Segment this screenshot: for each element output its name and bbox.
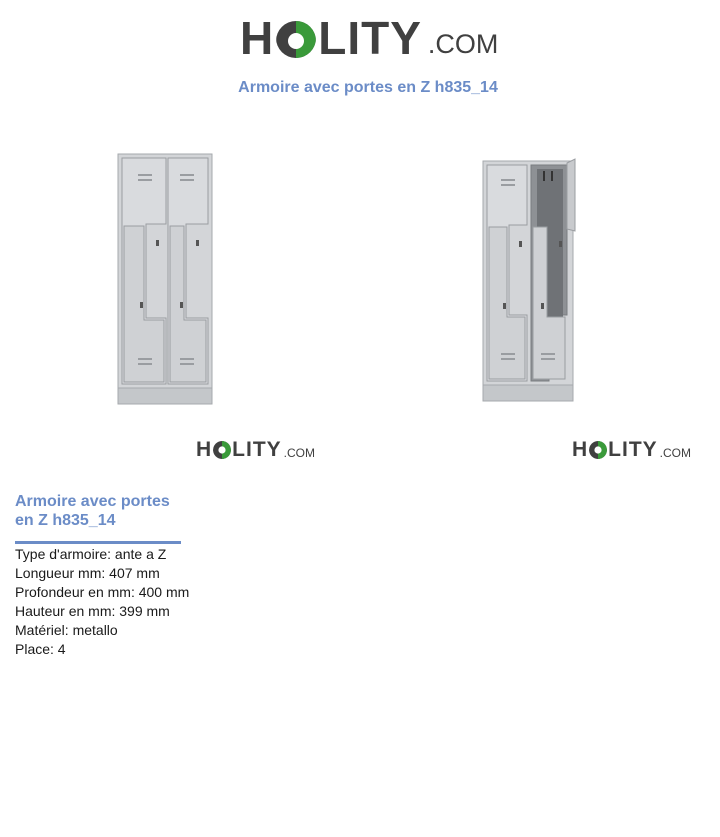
brand-logo[interactable]	[240, 12, 498, 64]
logo-letters-lity: LITY	[608, 438, 658, 461]
brand-logo-small	[572, 437, 691, 463]
page-title: Armoire avec portes en Z h835_14	[238, 79, 498, 96]
spec-item-material: Matériel: metallo	[15, 622, 118, 638]
logo-suffix: .COM	[283, 446, 316, 460]
logo-letter-h: H	[572, 438, 589, 461]
spec-item-height: Hauteur en mm: 399 mm	[15, 603, 170, 619]
spec-item-type: Type d'armoire: ante a Z	[15, 546, 167, 562]
logo-o-mark-icon	[276, 18, 316, 58]
logo-o-mark-icon	[589, 441, 607, 459]
logo-suffix: .COM	[427, 28, 499, 59]
spec-item-length: Longueur mm: 407 mm	[15, 565, 160, 581]
spec-item-places: Place: 4	[15, 641, 66, 657]
brand-logo-small	[196, 437, 315, 463]
open-z-door-locker-image	[475, 155, 585, 405]
logo-letters-lity: LITY	[232, 438, 282, 461]
logo-o-mark-icon	[213, 441, 231, 459]
closed-z-door-locker-image	[110, 150, 220, 410]
logo-letter-h: H	[196, 438, 213, 461]
logo-letters-lity: LITY	[318, 12, 422, 64]
spec-list	[15, 545, 189, 659]
spec-item-depth: Profondeur en mm: 400 mm	[15, 584, 190, 600]
logo-letter-h: H	[240, 12, 275, 64]
spec-title: Armoire avec portes en Z h835_14	[15, 493, 170, 529]
logo-suffix: .COM	[659, 446, 692, 460]
spec-divider	[15, 541, 181, 544]
